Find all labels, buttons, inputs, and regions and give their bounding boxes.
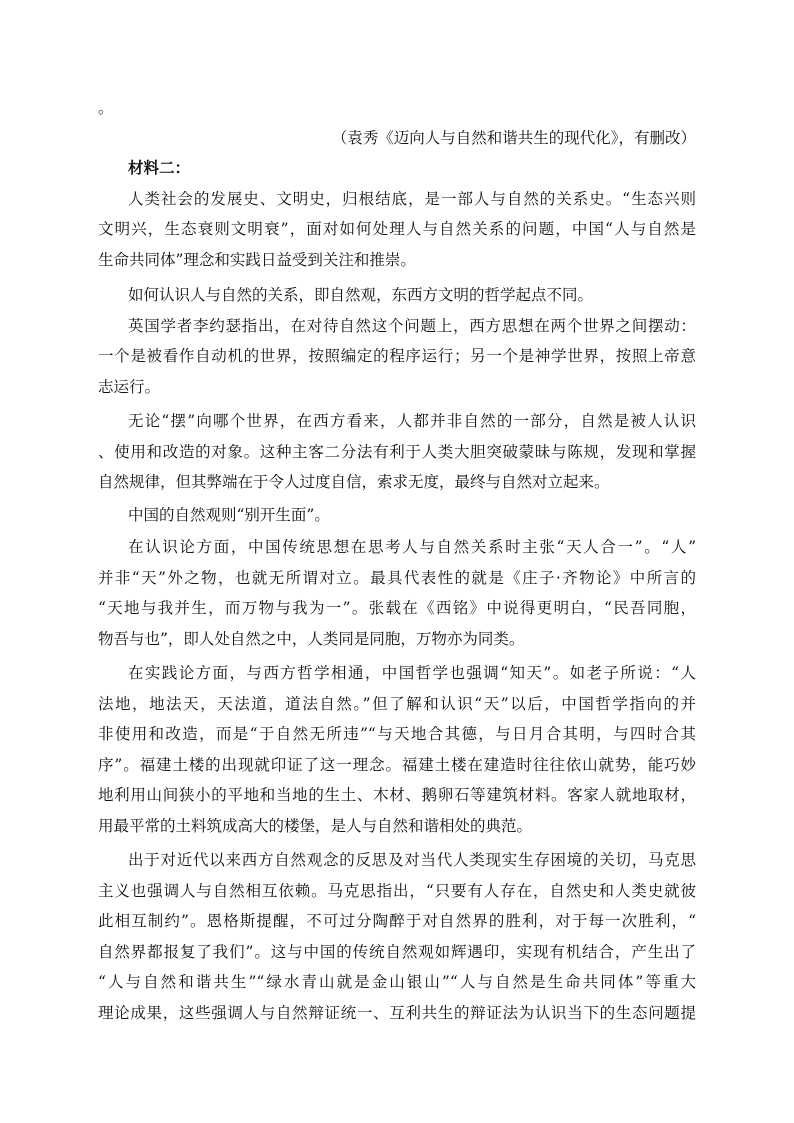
text-line: 理论成果，这些强调人与自然辩证统一、互利共生的辩证法为认识当下的生态问题提 [98, 1004, 696, 1022]
text-line: 人类社会的发展史、文明史，归根结底，是一部人与自然的关系史。“生态兴则 [128, 190, 696, 208]
text-line: 志运行。 [98, 378, 161, 396]
text-line: 出于对近代以来西方自然观念的反思及对当代人类现实生存困境的关切，马克思 [128, 851, 696, 869]
text-line: 在认识论方面，中国传统思想在思考人与自然关系时主张“天人合一”。“人” [128, 538, 696, 556]
text-line: 自然界都报复了我们”。这与中国的传统自然观如辉遇印，实现有机结合，产生出了 [98, 943, 696, 961]
text-line: 主义也强调人与自然相互依赖。马克思指出，“只要有人存在，自然史和人类史就彼 [98, 882, 696, 900]
text-line: 生命共同体”理念和实践日益受到关注和推崇。 [98, 251, 416, 269]
text-line: 无论“摆”向哪个世界，在西方看来，人都并非自然的一部分，自然是被人认识 [128, 412, 696, 430]
text-line: 中国的自然观则“别开生面”。 [128, 506, 330, 524]
text-line: 在实践论方面，与西方哲学相通，中国哲学也强调“知天”。如老子所说：“人 [128, 664, 696, 682]
citation: （袁秀《迈向人与自然和谐共生的现代化》，有删改） [331, 129, 696, 147]
text-line: “人与自然和谐共生”“绿水青山就是金山银山”“人与自然是生命共同体”等重大 [98, 973, 696, 991]
text-line: 用最平常的土料筑成高大的楼堡，是人与自然和谐相处的典范。 [98, 817, 533, 835]
text-line: 自然规律，但其弊端在于令人过度自信，索求无度，最终与自然对立起来。 [98, 473, 610, 491]
text-line: 如何认识人与自然的关系，即自然观，东西方文明的哲学起点不同。 [128, 286, 594, 304]
text-line: 物吾与也”，即人处自然之中，人类同是同胞，万物亦为同类。 [98, 630, 525, 648]
section-heading: 材料二： [128, 158, 191, 177]
text-line: 序”。福建土楼的出现就印证了这一理念。福建土楼在建造时往往依山就势，能巧妙 [98, 756, 696, 774]
text-line: 地利用山间狭小的平地和当地的生土、木材、鹅卵石等建筑材料。客家人就地取材， [98, 786, 696, 804]
text-line: 文明兴，生态衰则文明衰”，面对如何处理人与自然关系的问题，中国“人与自然是 [98, 220, 696, 238]
text-line: 英国学者李约瑟指出，在对待自然这个问题上，西方思想在两个世界之间摆动： [128, 317, 696, 335]
text-line: 并非“天”外之物，也就无所谓对立。最具代表性的就是《庄子·齐物论》中所言的 [98, 569, 696, 587]
text-line: 法地，地法天，天法道，道法自然。”但了解和认识“天”以后，中国哲学指向的并 [98, 695, 696, 713]
text-line: 此相互制约”。恩格斯提醒，不可过分陶醉于对自然界的胜利，对于每一次胜利，“ [98, 912, 696, 930]
text-line: 非使用和改造，而是“于自然无所违”“与天地合其德，与日月合其明，与四时合其 [98, 725, 696, 743]
top-fragment: 。 [98, 99, 114, 117]
text-line: 一个是被看作自动机的世界，按照编定的程序运行；另一个是神学世界，按照上帝意 [98, 347, 696, 365]
text-line: 、使用和改造的对象。这种主客二分法有利于人类大胆突破蒙昧与陈规，发现和掌握 [98, 443, 696, 461]
text-line: “天地与我并生，而万物与我为一”。张载在《西铭》中说得更明白，“民吾同胞， [98, 599, 696, 617]
